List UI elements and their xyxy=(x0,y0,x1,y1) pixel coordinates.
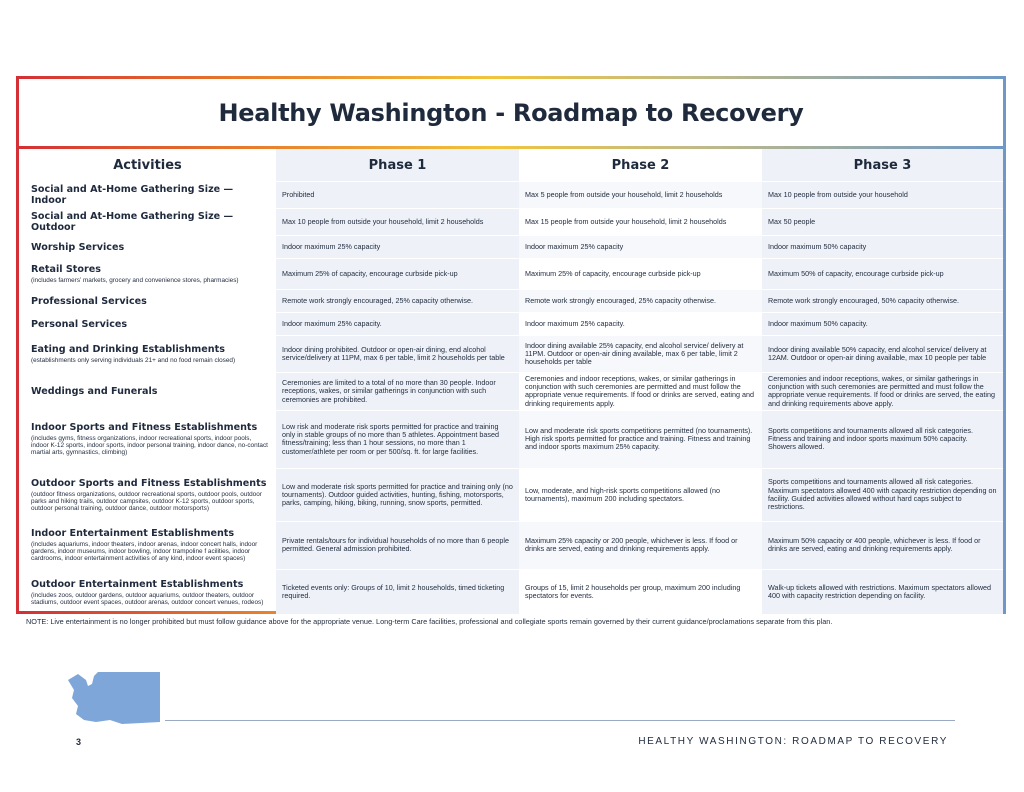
table-row xyxy=(19,373,1003,411)
phase-2-cell: Indoor dining available 25% capacity, end alcohol service/ delivery at 11PM. Outdoor or open-air dining available, max 6 per table, limit 2 households per table xyxy=(519,336,762,373)
activity-name: Outdoor Entertainment Establishments xyxy=(31,578,244,590)
activity-name: Worship Services xyxy=(31,241,125,253)
footnote: NOTE: Live entertainment is no longer prohibited but must follow guidance above for the appropriate venue. Long-term Care facilities, professional and collegiate sports remain governed by their current guidance/proclamations separate from this plan. xyxy=(26,617,833,626)
table-row xyxy=(19,290,1003,313)
activity-cell xyxy=(19,373,276,411)
page-title: Healthy Washington - Roadmap to Recovery xyxy=(218,98,804,127)
activity-cell xyxy=(19,290,276,313)
phase-2-cell: Remote work strongly encouraged, 25% capacity otherwise. xyxy=(519,290,762,313)
table-row xyxy=(19,182,1003,209)
table-row xyxy=(19,336,1003,373)
activity-name: Personal Services xyxy=(31,318,128,330)
phase-1-cell: Remote work strongly encouraged, 25% capacity otherwise. xyxy=(276,290,519,313)
activity-cell xyxy=(19,182,276,209)
phase-3-cell: Indoor maximum 50% capacity. xyxy=(762,313,1003,336)
phase-1-cell: Low risk and moderate risk sports permitted for practice and training only in stable groups of no more than 5 athletes. Appointment based fitness/training; less than 1 hour sessions, no more than 1 customer/athlete per room or per 500/sq. ft. for large facilities. xyxy=(276,410,519,468)
table-row xyxy=(19,259,1003,290)
title-row xyxy=(19,79,1003,146)
phase-3-cell: Indoor maximum 50% capacity xyxy=(762,236,1003,259)
header-activities: Activities xyxy=(113,157,182,173)
activity-note: (includes gyms, fitness organizations, indoor recreational sports, indoor pools, indoor K-12 sports, indoor sports, indoor personal training, indoor dance, no-contact martial arts, gymnastics, climbing) xyxy=(31,435,268,457)
activity-cell xyxy=(19,521,276,569)
activity-note: (includes zoos, outdoor gardens, outdoor aquariums, outdoor theaters, outdoor stadiums, outdoor event spaces, outdoor arenas, outdoor concert venues, rodeos) xyxy=(31,591,264,606)
phase-2-cell: Max 5 people from outside your household, limit 2 households xyxy=(519,182,762,209)
activity-cell xyxy=(19,259,276,290)
phase-3-cell: Indoor dining available 50% capacity, end alcohol service/ delivery at 12AM. Outdoor or open-air dining available, max 10 people per table xyxy=(762,336,1003,373)
phase-2-cell: Indoor maximum 25% capacity. xyxy=(519,313,762,336)
phase-3-cell: Ceremonies and indoor receptions, wakes, or similar gatherings in conjunction with such ceremonies are permitted and must follow the appropriate venue requirements. If food or drinks are served, the eating and drinking requirements above apply. xyxy=(762,373,1003,411)
header-phase-1: Phase 1 xyxy=(276,149,519,182)
activity-name: Outdoor Sports and Fitness Establishments xyxy=(31,477,267,489)
table-row xyxy=(19,209,1003,236)
page-number: 3 xyxy=(76,737,82,747)
roadmap-table xyxy=(19,149,1003,614)
activity-name: Social and At-Home Gathering Size — Indoor xyxy=(31,184,234,206)
header-phase-3: Phase 3 xyxy=(762,149,1003,182)
activity-cell xyxy=(19,410,276,468)
phase-2-cell: Groups of 15, limit 2 households per group, maximum 200 including spectators for events. xyxy=(519,569,762,614)
activity-cell xyxy=(19,569,276,614)
table-row xyxy=(19,468,1003,521)
activity-name: Indoor Sports and Fitness Establishments xyxy=(31,422,258,434)
table-row xyxy=(19,521,1003,569)
footer-title: HEALTHY WASHINGTON: ROADMAP TO RECOVERY xyxy=(638,736,948,747)
footer-divider xyxy=(165,720,955,721)
activity-note: (includes aquariums, indoor theaters, indoor arenas, indoor concert halls, indoor gardens, indoor museums, indoor bowling, indoor trampoline f acilities, indoor cardrooms, indoor entertainment activities of any kind, indoor event spaces) xyxy=(31,541,258,563)
phase-1-cell: Prohibited xyxy=(276,182,519,209)
roadmap-table-panel xyxy=(19,79,1003,611)
roadmap-table-frame xyxy=(16,76,1006,614)
phase-3-cell: Max 10 people from outside your household xyxy=(762,182,1003,209)
phase-3-cell: Remote work strongly encouraged, 50% capacity otherwise. xyxy=(762,290,1003,313)
phase-1-cell: Indoor dining prohibited. Outdoor or open-air dining, end alcohol service/delivery at 11PM, max 6 per table, limit 2 households per table xyxy=(276,336,519,373)
phase-1-cell: Indoor maximum 25% capacity. xyxy=(276,313,519,336)
activity-name: Professional Services xyxy=(31,295,147,307)
table-row xyxy=(19,313,1003,336)
table-body xyxy=(19,182,1003,615)
phase-1-cell: Low and moderate risk sports permitted for practice and training only (no tournaments). Outdoor guided activities, hunting, fishing, motorsports, parks, camping, hiking, biking, running, snow sports, permitted. xyxy=(276,468,519,521)
phase-3-cell: Maximum 50% of capacity, encourage curbside pick-up xyxy=(762,259,1003,290)
washington-state-map-icon xyxy=(66,670,160,726)
activity-name: Retail Stores xyxy=(31,264,101,275)
activity-name: Eating and Drinking Establishments xyxy=(31,344,225,355)
activity-cell xyxy=(19,236,276,259)
table-row xyxy=(19,236,1003,259)
activity-name: Indoor Entertainment Establishments xyxy=(31,528,235,540)
activity-cell xyxy=(19,313,276,336)
phase-3-cell: Maximum 50% capacity or 400 people, whichever is less. If food or drinks are served, eating and drinking requirements apply. xyxy=(762,521,1003,569)
phase-3-cell: Walk-up tickets allowed with restrictions. Maximum spectators allowed 400 with capacity restriction depending on facility. xyxy=(762,569,1003,614)
table-header-row xyxy=(19,149,1003,182)
phase-2-cell: Indoor maximum 25% capacity xyxy=(519,236,762,259)
activity-name: Weddings and Funerals xyxy=(31,385,158,397)
phase-2-cell: Maximum 25% of capacity, encourage curbside pick-up xyxy=(519,259,762,290)
phase-1-cell: Ceremonies are limited to a total of no more than 30 people. Indoor receptions, wakes, or similar gatherings in conjunction with such ceremonies are prohibited. xyxy=(276,373,519,411)
phase-2-cell: Low, moderate, and high-risk sports competitions allowed (no tournaments), maximum 200 including spectators. xyxy=(519,468,762,521)
phase-2-cell: Maximum 25% capacity or 200 people, whichever is less. If food or drinks are served, eating and drinking requirements apply. xyxy=(519,521,762,569)
phase-3-cell: Max 50 people xyxy=(762,209,1003,236)
phase-1-cell: Indoor maximum 25% capacity xyxy=(276,236,519,259)
phase-2-cell: Max 15 people from outside your household, limit 2 households xyxy=(519,209,762,236)
phase-2-cell: Low and moderate risk sports competitions permitted (no tournaments). High risk sports permitted for practice and training. Fitness and training and indoor sports maximum 25% capacity. xyxy=(519,410,762,468)
activity-note: (establishments only serving individuals 21+ and no food remain closed) xyxy=(31,357,236,364)
table-row xyxy=(19,410,1003,468)
activity-cell xyxy=(19,468,276,521)
activity-cell xyxy=(19,336,276,373)
activity-name: Social and At-Home Gathering Size — Outdoor xyxy=(31,211,234,233)
activity-note: (outdoor fitness organizations, outdoor recreational sports, outdoor pools, outdoor parks and hiking trails, outdoor campsites, outdoor K-12 sports, outdoor sports, outdoor personal training, outdoor dance, outdoor motorsports) xyxy=(31,490,262,512)
phase-3-cell: Sports competitions and tournaments allowed all risk categories. Fitness and training and indoor sports maximum 50% capacity. Showers allowed. xyxy=(762,410,1003,468)
phase-1-cell: Private rentals/tours for individual households of no more than 6 people permitted. General admission prohibited. xyxy=(276,521,519,569)
header-phase-2: Phase 2 xyxy=(611,157,670,173)
phase-1-cell: Maximum 25% of capacity, encourage curbside pick-up xyxy=(276,259,519,290)
phase-3-cell: Sports competitions and tournaments allowed all risk categories. Maximum spectators allowed 400 with capacity restriction depending on facility. Guided activities allowed without hard caps subject to restrictions. xyxy=(762,468,1003,521)
phase-2-cell: Ceremonies and indoor receptions, wakes, or similar gatherings in conjunction with such ceremonies are permitted and must follow the appropriate venue requirements. If food or drinks are served, eating and drinking requirements apply. xyxy=(519,373,762,411)
phase-1-cell: Ticketed events only: Groups of 10, limit 2 households, timed ticketing required. xyxy=(276,569,519,614)
activity-note: (includes farmers’ markets, grocery and convenience stores, pharmacies) xyxy=(31,277,239,284)
phase-1-cell: Max 10 people from outside your household, limit 2 households xyxy=(276,209,519,236)
activity-cell xyxy=(19,209,276,236)
table-row xyxy=(19,569,1003,614)
